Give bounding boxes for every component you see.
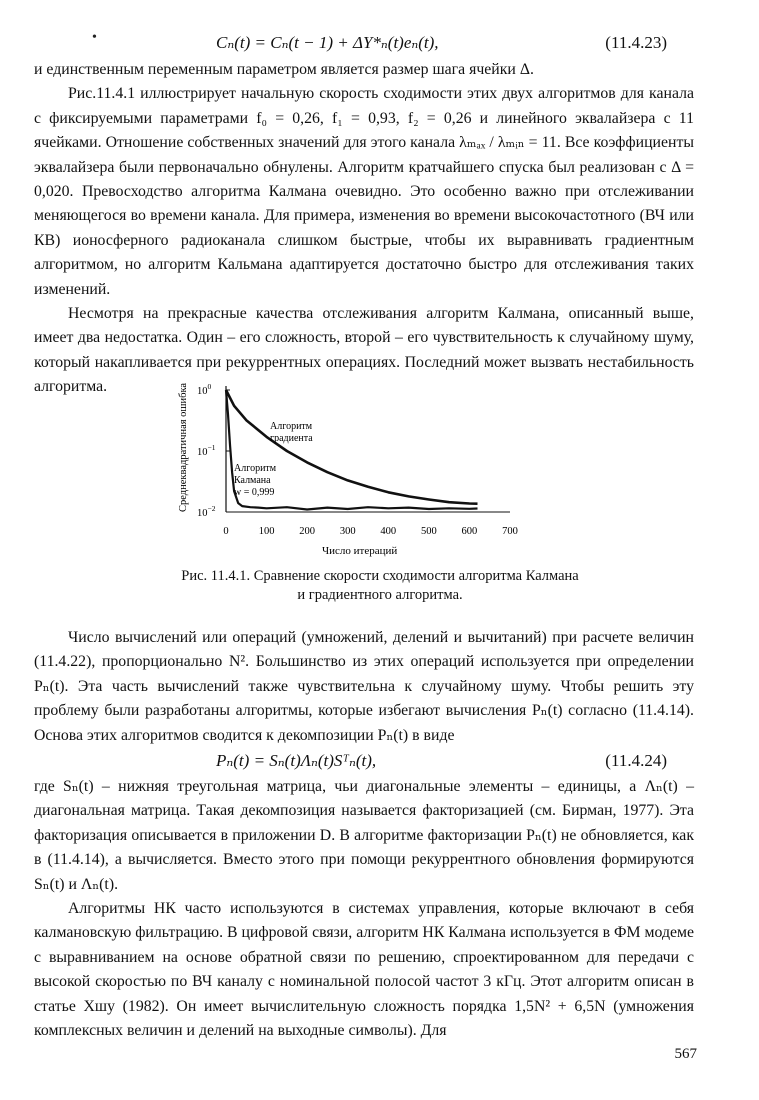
equation-number: (11.4.23) [605, 33, 667, 52]
paragraph-p4: где Sₙ(t) – нижняя треугольная матрица, чьи диагональные элементы – единицы, а Λₙ(t) – диагональная матрица. Такая декомпозиция называется факторизацией (см. Бирман, 1977). Эта факторизация описывается в приложении D. В алгоритме факторизации Pₙ(t) не обновляется, как в (11.4.14), а вычисляется. Вместо этого при помощи рекуррентного обновления формируются Sₙ(t) и Λₙ(t). [34, 778, 694, 893]
paragraph-p3: Число вычислений или операций (умножений, делений и вычитаний) при расчете величин (11.4.22), пропорционально N². Большинство из этих операций используется при определении Pₙ(t). Эта часть вычислений также чувствительна к случайному шуму. Чтобы решить эту проблему были разработаны алгоритмы, которые избегают вычисления Pₙ(t) согласно (11.4.14). Основа этих алгоритмов сводится к декомпозиции Pₙ(t) в виде [34, 629, 694, 744]
text-block-top [34, 58, 694, 400]
page-number: 567 [674, 1046, 697, 1062]
paragraph-p5: Алгоритмы НК часто используются в системах управления, которые включают в себя калмановскую фильтрацию. В цифровой связи, алгоритм НК Калмана используется в ФМ модеме с выравниванием на основе обратной связи по решению, спроектированном для передачи с высокой скоростью по ВЧ каналу с номинальной полосой частот 3 кГц. Этот алгоритм описан в статье Хшу (1982). Он имеет вычислительную сложность порядка 1,5N² + 6,5N (умножения комплексных величин и делений на выходные символы). Для [34, 900, 694, 1040]
x-tick-label: 600 [461, 526, 478, 537]
y-tick-exponent: −1 [207, 443, 216, 452]
x-tick-label: 200 [299, 526, 316, 537]
y-tick-label [197, 382, 212, 397]
chart-ylabel: Среднеквадратичная ошибка [178, 382, 189, 512]
y-tick-base: 10 [197, 447, 208, 458]
x-tick-label: 300 [339, 526, 356, 537]
figure-caption-line-2: и градиентного алгоритма. [297, 587, 463, 603]
figure-caption [100, 567, 660, 605]
y-tick-label [197, 504, 216, 519]
y-tick-label [197, 443, 216, 458]
x-tick-label: 500 [420, 526, 437, 537]
chart-xticks [223, 526, 518, 537]
equation-formula: Cₙ(t) = Cₙ(t − 1) + ΔY*ₙ(t)eₙ(t), [216, 33, 439, 52]
chart-xlabel: Число итераций [322, 545, 398, 557]
series-label-kalman [234, 463, 277, 498]
paragraph-p1: Рис.11.4.1 иллюстрирует начальную скорость сходимости этих двух алгоритмов для канала с фиксируемыми параметрами f₀ = 0,26, f₁ = 0,93, f₂ = 0,26 и линейного эквалайзера с 11 ячейками. Отношение собственных значений для этого канала λₘₐₓ / λₘᵢₙ = 11. Все коэффициенты эквалайзера были первоначально обнулены. Алгоритм кратчайшего спуска был реализован с Δ = 0,020. Превосходство алгоритма Калмана очевидно. Это особенно важно при отслеживании меняющегося во времени канала. Для примера, изменения во времени высокочастотного (ВЧ или КВ) ионосферного радиоканала слишком быстрые, чтобы их выравнивать градиентным алгоритмом, но алгоритм Кальмана адаптируется достаточно быстро для отслеживания таких изменений. [34, 85, 694, 298]
y-tick-base: 10 [197, 508, 208, 519]
convergence-chart [170, 376, 560, 564]
x-tick-label: 0 [223, 526, 229, 537]
x-tick-label: 100 [258, 526, 275, 537]
figure-caption-line-1: Рис. 11.4.1. Сравнение скорости сходимости алгоритма Калмана [181, 568, 579, 584]
scan-speck: • [92, 30, 97, 45]
y-tick-base: 10 [197, 386, 208, 397]
y-tick-exponent: 0 [207, 382, 212, 391]
chart-yticks [197, 382, 230, 519]
x-tick-label: 400 [380, 526, 397, 537]
series-label-line: Калмана [234, 475, 271, 486]
paragraph-p0: и единственным переменным параметром является размер шага ячейки Δ. [34, 61, 534, 78]
series-label-line: градиента [270, 433, 313, 444]
paragraph-p2: Несмотря на прекрасные качества отслеживания алгоритм Калмана, описанный выше, имеет два недостатка. Один – его сложность, второй – его чувствительность к случайному шуму, который накапливается при рекуррентных операциях. Последний может вызвать нестабильность алгоритма. [34, 305, 694, 396]
equation-formula: Pₙ(t) = Sₙ(t)Λₙ(t)Sᵀₙ(t), [216, 751, 377, 770]
series-label-line: w = 0,999 [234, 487, 275, 498]
y-tick-exponent: −2 [207, 504, 216, 513]
equation-number: (11.4.24) [605, 751, 667, 770]
series-label-gradient [270, 421, 313, 444]
series-label-line: Алгоритм [270, 421, 313, 432]
x-tick-label: 700 [502, 526, 518, 537]
series-label-line: Алгоритм [234, 463, 277, 474]
